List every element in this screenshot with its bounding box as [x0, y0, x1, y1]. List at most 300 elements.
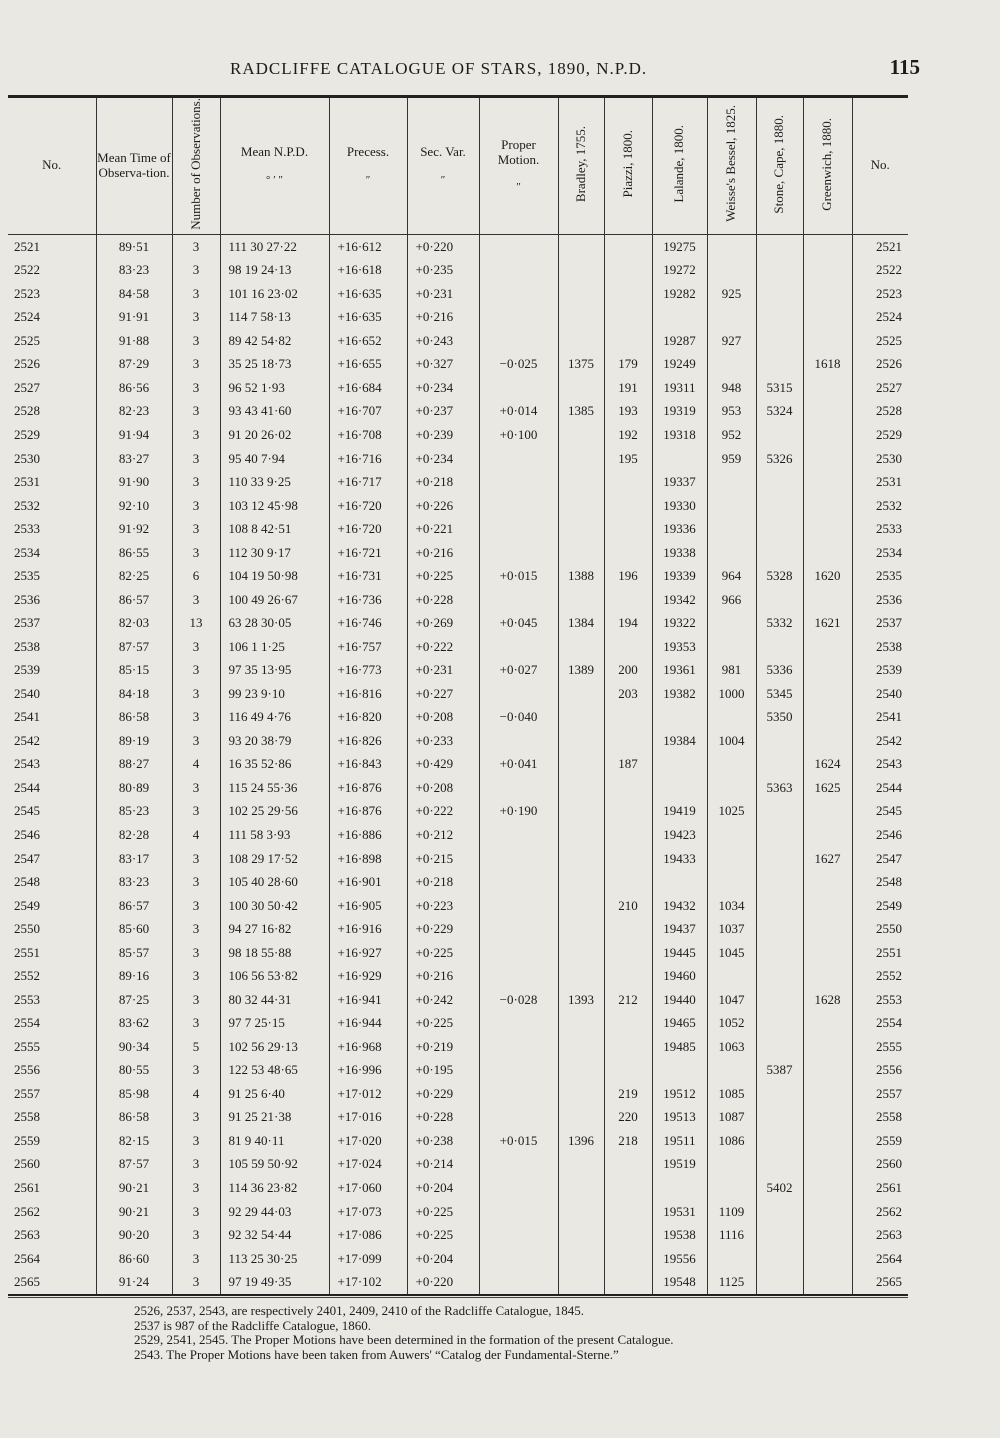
page-title: RADCLIFFE CATALOGUE OF STARS, 1890, N.P.D.: [230, 59, 648, 78]
cell-no: 2533: [14, 521, 40, 537]
cell-precess: +16·721: [329, 541, 407, 565]
star-catalogue-table: [8, 95, 908, 1296]
cell-sec-var: +0·212: [407, 823, 479, 847]
cell-bradley: 1384: [558, 611, 604, 635]
cell-npd: 122 53 48·65: [220, 1058, 329, 1082]
cell-npd: 81 9 40·11: [220, 1129, 329, 1153]
cell-no: 2557: [14, 1085, 40, 1101]
cell-lalande: 19556: [652, 1247, 707, 1271]
cell-npd: 105 59 50·92: [220, 1152, 329, 1176]
cell-lalande: [652, 776, 707, 800]
cell-sec-var: +0·228: [407, 1105, 479, 1129]
cell-sec-var: +0·208: [407, 776, 479, 800]
cell-no: 2541: [14, 709, 40, 725]
cell-no: 2524: [14, 309, 40, 325]
cell-piazzi: [604, 729, 652, 753]
cell-proper-motion: +0·015: [479, 1129, 558, 1153]
table-row: [8, 1176, 908, 1200]
cell-stone: [756, 1035, 803, 1059]
cell-stone: [756, 329, 803, 353]
cell-npd: 102 25 29·56: [220, 800, 329, 824]
cell-npd: 97 19 49·35: [220, 1270, 329, 1295]
cell-no-right: 2564: [852, 1247, 908, 1271]
footnote: 2543. The Proper Motions have been taken from Auwers' “Catalog der Fundamental-Sterne.”: [134, 1346, 619, 1362]
cell-stone: 5336: [756, 658, 803, 682]
cell-stone: 5402: [756, 1176, 803, 1200]
cell-stone: 5363: [756, 776, 803, 800]
cell-lalande: 19511: [652, 1129, 707, 1153]
cell-proper-motion: [479, 823, 558, 847]
table-row: [8, 588, 908, 612]
cell-no-right: 2523: [852, 282, 908, 306]
cell-mean-time: 86·60: [96, 1247, 172, 1271]
cell-no: 2542: [14, 732, 40, 748]
cell-num-obs: 3: [172, 658, 220, 682]
cell-greenwich: [803, 1223, 852, 1247]
table-row: [8, 305, 908, 329]
cell-npd: 99 23 9·10: [220, 682, 329, 706]
cell-num-obs: 3: [172, 1223, 220, 1247]
cell-piazzi: [604, 234, 652, 258]
cell-num-obs: 3: [172, 800, 220, 824]
cell-lalande: [652, 1176, 707, 1200]
cell-num-obs: 4: [172, 823, 220, 847]
cell-num-obs: 3: [172, 635, 220, 659]
cell-weisse: [707, 305, 756, 329]
cell-sec-var: +0·216: [407, 964, 479, 988]
cell-precess: +16·929: [329, 964, 407, 988]
cell-weisse: [707, 517, 756, 541]
cell-lalande: 19330: [652, 494, 707, 518]
cell-num-obs: 3: [172, 258, 220, 282]
cell-piazzi: 191: [604, 376, 652, 400]
cell-piazzi: 210: [604, 894, 652, 918]
cell-greenwich: [803, 588, 852, 612]
cell-mean-time: 91·88: [96, 329, 172, 353]
cell-no: 2547: [14, 850, 40, 866]
cell-piazzi: [604, 776, 652, 800]
cell-weisse: 1052: [707, 1011, 756, 1035]
cell-npd: 97 35 13·95: [220, 658, 329, 682]
cell-piazzi: 220: [604, 1105, 652, 1129]
cell-bradley: [558, 917, 604, 941]
cell-sec-var: +0·228: [407, 588, 479, 612]
table-row: [8, 517, 908, 541]
cell-precess: +16·843: [329, 752, 407, 776]
cell-no-right: 2563: [852, 1223, 908, 1247]
cell-precess: +17·060: [329, 1176, 407, 1200]
cell-lalande: [652, 1058, 707, 1082]
cell-no: 2548: [14, 874, 40, 890]
cell-sec-var: +0·221: [407, 517, 479, 541]
cell-no: 2551: [14, 944, 40, 960]
cell-no: 2528: [14, 403, 40, 419]
cell-no-right: 2537: [852, 611, 908, 635]
col-header-piazzi: Piazzi, 1800.: [604, 97, 652, 235]
cell-weisse: 1085: [707, 1082, 756, 1106]
table-row: [8, 752, 908, 776]
cell-no: 2554: [14, 1015, 40, 1031]
cell-weisse: [707, 776, 756, 800]
cell-greenwich: [803, 800, 852, 824]
cell-bradley: 1393: [558, 988, 604, 1012]
cell-weisse: 1125: [707, 1270, 756, 1295]
cell-stone: 5315: [756, 376, 803, 400]
cell-npd: 106 1 1·25: [220, 635, 329, 659]
cell-mean-time: 92·10: [96, 494, 172, 518]
cell-sec-var: +0·218: [407, 470, 479, 494]
cell-num-obs: 3: [172, 682, 220, 706]
cell-weisse: [707, 1058, 756, 1082]
cell-mean-time: 89·19: [96, 729, 172, 753]
cell-sec-var: +0·214: [407, 1152, 479, 1176]
cell-no-right: 2522: [852, 258, 908, 282]
cell-bradley: [558, 776, 604, 800]
table-row: [8, 870, 908, 894]
cell-greenwich: [803, 941, 852, 965]
cell-stone: [756, 423, 803, 447]
cell-lalande: [652, 752, 707, 776]
table-row: [8, 352, 908, 376]
cell-proper-motion: [479, 894, 558, 918]
cell-proper-motion: +0·014: [479, 399, 558, 423]
cell-npd: 80 32 44·31: [220, 988, 329, 1012]
cell-precess: +16·684: [329, 376, 407, 400]
cell-greenwich: 1620: [803, 564, 852, 588]
cell-greenwich: [803, 234, 852, 258]
cell-num-obs: 3: [172, 1058, 220, 1082]
cell-bradley: 1388: [558, 564, 604, 588]
running-head: [40, 55, 920, 85]
cell-mean-time: 82·03: [96, 611, 172, 635]
cell-npd: 106 56 53·82: [220, 964, 329, 988]
cell-num-obs: 3: [172, 282, 220, 306]
cell-no: 2555: [14, 1038, 40, 1054]
cell-no-right: 2535: [852, 564, 908, 588]
table-row: [8, 941, 908, 965]
cell-lalande: 19339: [652, 564, 707, 588]
cell-bradley: [558, 941, 604, 965]
cell-bradley: [558, 894, 604, 918]
cell-piazzi: [604, 588, 652, 612]
cell-npd: 114 7 58·13: [220, 305, 329, 329]
cell-greenwich: [803, 870, 852, 894]
cell-bradley: 1396: [558, 1129, 604, 1153]
cell-greenwich: [803, 258, 852, 282]
cell-num-obs: 3: [172, 729, 220, 753]
cell-sec-var: +0·243: [407, 329, 479, 353]
cell-npd: 113 25 30·25: [220, 1247, 329, 1271]
cell-piazzi: [604, 847, 652, 871]
cell-no-right: 2558: [852, 1105, 908, 1129]
cell-lalande: 19460: [652, 964, 707, 988]
cell-bradley: [558, 752, 604, 776]
cell-bradley: [558, 1011, 604, 1035]
cell-num-obs: 3: [172, 517, 220, 541]
cell-greenwich: [803, 964, 852, 988]
table-row: [8, 823, 908, 847]
cell-bradley: [558, 258, 604, 282]
cell-greenwich: 1621: [803, 611, 852, 635]
cell-npd: 105 40 28·60: [220, 870, 329, 894]
cell-sec-var: +0·242: [407, 988, 479, 1012]
cell-lalande: 19338: [652, 541, 707, 565]
cell-num-obs: 4: [172, 1082, 220, 1106]
cell-bradley: [558, 1223, 604, 1247]
cell-lalande: 19337: [652, 470, 707, 494]
cell-sec-var: +0·234: [407, 376, 479, 400]
cell-weisse: [707, 1176, 756, 1200]
cell-weisse: 1109: [707, 1200, 756, 1224]
cell-mean-time: 91·94: [96, 423, 172, 447]
cell-mean-time: 85·60: [96, 917, 172, 941]
cell-num-obs: 3: [172, 1152, 220, 1176]
cell-num-obs: 3: [172, 494, 220, 518]
table-row: [8, 611, 908, 635]
cell-lalande: [652, 705, 707, 729]
cell-greenwich: [803, 705, 852, 729]
cell-no: 2560: [14, 1156, 40, 1172]
cell-mean-time: 82·23: [96, 399, 172, 423]
cell-proper-motion: [479, 1176, 558, 1200]
cell-no-right: 2531: [852, 470, 908, 494]
cell-mean-time: 91·91: [96, 305, 172, 329]
cell-sec-var: +0·233: [407, 729, 479, 753]
cell-proper-motion: [479, 541, 558, 565]
cell-greenwich: [803, 1035, 852, 1059]
cell-precess: +16·708: [329, 423, 407, 447]
cell-mean-time: 86·58: [96, 705, 172, 729]
cell-no: 2538: [14, 638, 40, 654]
cell-mean-time: 86·57: [96, 894, 172, 918]
cell-sec-var: +0·237: [407, 399, 479, 423]
cell-sec-var: +0·222: [407, 635, 479, 659]
cell-sec-var: +0·229: [407, 1082, 479, 1106]
cell-num-obs: 6: [172, 564, 220, 588]
cell-proper-motion: [479, 847, 558, 871]
cell-no-right: 2539: [852, 658, 908, 682]
cell-lalande: 19382: [652, 682, 707, 706]
cell-no: 2546: [14, 827, 40, 843]
cell-bradley: [558, 541, 604, 565]
cell-piazzi: [604, 1011, 652, 1035]
cell-precess: +16·916: [329, 917, 407, 941]
table-row: [8, 847, 908, 871]
cell-sec-var: +0·225: [407, 1223, 479, 1247]
cell-sec-var: +0·327: [407, 352, 479, 376]
cell-weisse: 959: [707, 447, 756, 471]
cell-npd: 91 20 26·02: [220, 423, 329, 447]
cell-greenwich: 1618: [803, 352, 852, 376]
cell-no: 2535: [14, 568, 40, 584]
table-row: [8, 917, 908, 941]
cell-sec-var: +0·204: [407, 1176, 479, 1200]
col-header-lalande: Lalande, 1800.: [652, 97, 707, 235]
cell-greenwich: 1627: [803, 847, 852, 871]
cell-sec-var: +0·195: [407, 1058, 479, 1082]
table-row: [8, 1223, 908, 1247]
cell-sec-var: +0·231: [407, 658, 479, 682]
table-row: [8, 1058, 908, 1082]
cell-mean-time: 85·98: [96, 1082, 172, 1106]
cell-stone: 5387: [756, 1058, 803, 1082]
cell-mean-time: 89·16: [96, 964, 172, 988]
cell-weisse: [707, 635, 756, 659]
cell-num-obs: 3: [172, 447, 220, 471]
cell-proper-motion: [479, 1247, 558, 1271]
cell-npd: 92 29 44·03: [220, 1200, 329, 1224]
table-row: [8, 423, 908, 447]
cell-no: 2539: [14, 662, 40, 678]
cell-num-obs: 3: [172, 1176, 220, 1200]
cell-npd: 94 27 16·82: [220, 917, 329, 941]
cell-no: 2526: [14, 356, 40, 372]
cell-bradley: [558, 1176, 604, 1200]
cell-num-obs: 3: [172, 305, 220, 329]
cell-no: 2545: [14, 803, 40, 819]
cell-sec-var: +0·216: [407, 541, 479, 565]
cell-piazzi: 219: [604, 1082, 652, 1106]
cell-no: 2556: [14, 1062, 40, 1078]
cell-num-obs: 3: [172, 1129, 220, 1153]
cell-no: 2564: [14, 1250, 40, 1266]
cell-stone: [756, 470, 803, 494]
cell-npd: 97 7 25·15: [220, 1011, 329, 1035]
table-body: [8, 234, 908, 1295]
cell-piazzi: [604, 823, 652, 847]
cell-weisse: 1086: [707, 1129, 756, 1153]
cell-mean-time: 83·17: [96, 847, 172, 871]
cell-weisse: [707, 823, 756, 847]
cell-no: 2521: [14, 238, 40, 254]
cell-stone: [756, 494, 803, 518]
cell-stone: [756, 517, 803, 541]
cell-no-right: 2533: [852, 517, 908, 541]
cell-greenwich: [803, 517, 852, 541]
cell-piazzi: 195: [604, 447, 652, 471]
cell-stone: [756, 1200, 803, 1224]
cell-precess: +16·944: [329, 1011, 407, 1035]
cell-sec-var: +0·225: [407, 1011, 479, 1035]
cell-piazzi: [604, 1247, 652, 1271]
cell-piazzi: 192: [604, 423, 652, 447]
cell-stone: [756, 352, 803, 376]
table-row: [8, 776, 908, 800]
cell-proper-motion: +0·027: [479, 658, 558, 682]
cell-greenwich: [803, 1247, 852, 1271]
cell-weisse: [707, 611, 756, 635]
cell-bradley: [558, 847, 604, 871]
col-header-bradley: Bradley, 1755.: [558, 97, 604, 235]
cell-num-obs: 3: [172, 352, 220, 376]
cell-mean-time: 90·21: [96, 1176, 172, 1200]
cell-weisse: 966: [707, 588, 756, 612]
cell-num-obs: 3: [172, 705, 220, 729]
cell-stone: [756, 964, 803, 988]
cell-greenwich: [803, 1058, 852, 1082]
cell-weisse: [707, 870, 756, 894]
cell-weisse: [707, 1152, 756, 1176]
cell-npd: 110 33 9·25: [220, 470, 329, 494]
cell-num-obs: 3: [172, 847, 220, 871]
cell-no: 2525: [14, 332, 40, 348]
cell-no: 2532: [14, 497, 40, 513]
table-row: [8, 1035, 908, 1059]
cell-num-obs: 5: [172, 1035, 220, 1059]
cell-no-right: 2528: [852, 399, 908, 423]
cell-precess: +17·024: [329, 1152, 407, 1176]
cell-no-right: 2542: [852, 729, 908, 753]
cell-no-right: 2532: [852, 494, 908, 518]
cell-precess: +16·941: [329, 988, 407, 1012]
cell-lalande: 19433: [652, 847, 707, 871]
cell-bradley: [558, 305, 604, 329]
cell-piazzi: [604, 1058, 652, 1082]
cell-sec-var: +0·269: [407, 611, 479, 635]
cell-piazzi: [604, 635, 652, 659]
cell-npd: 92 32 54·44: [220, 1223, 329, 1247]
cell-no: 2558: [14, 1109, 40, 1125]
cell-no: 2553: [14, 991, 40, 1007]
cell-proper-motion: [479, 635, 558, 659]
cell-npd: 63 28 30·05: [220, 611, 329, 635]
cell-lalande: 19322: [652, 611, 707, 635]
cell-proper-motion: [479, 447, 558, 471]
table-row: [8, 705, 908, 729]
cell-greenwich: [803, 282, 852, 306]
cell-mean-time: 84·58: [96, 282, 172, 306]
cell-greenwich: [803, 823, 852, 847]
cell-bradley: [558, 635, 604, 659]
cell-sec-var: +0·225: [407, 564, 479, 588]
col-header-weisse: Weisse's Bessel, 1825.: [707, 97, 756, 235]
cell-weisse: 927: [707, 329, 756, 353]
cell-sec-var: +0·226: [407, 494, 479, 518]
cell-no-right: 2538: [852, 635, 908, 659]
cell-proper-motion: [479, 517, 558, 541]
cell-no: 2522: [14, 262, 40, 278]
cell-no-right: 2541: [852, 705, 908, 729]
cell-stone: [756, 1082, 803, 1106]
cell-lalande: 19513: [652, 1105, 707, 1129]
cell-greenwich: 1625: [803, 776, 852, 800]
cell-precess: +16·927: [329, 941, 407, 965]
cell-npd: 116 49 4·76: [220, 705, 329, 729]
cell-sec-var: +0·204: [407, 1247, 479, 1271]
cell-no-right: 2552: [852, 964, 908, 988]
cell-greenwich: [803, 1270, 852, 1295]
cell-num-obs: 3: [172, 988, 220, 1012]
cell-bradley: [558, 447, 604, 471]
cell-no-right: 2554: [852, 1011, 908, 1035]
table-row: [8, 376, 908, 400]
cell-bradley: [558, 1152, 604, 1176]
cell-precess: +16·720: [329, 494, 407, 518]
cell-proper-motion: +0·045: [479, 611, 558, 635]
footnote: 2526, 2537, 2543, are respectively 2401, 2409, 2410 of the Radcliffe Catalogue, 1845.: [134, 1303, 584, 1318]
cell-no-right: 2540: [852, 682, 908, 706]
cell-precess: +16·876: [329, 800, 407, 824]
cell-sec-var: +0·235: [407, 258, 479, 282]
cell-bradley: [558, 1058, 604, 1082]
cell-npd: 98 18 55·88: [220, 941, 329, 965]
cell-mean-time: 91·92: [96, 517, 172, 541]
cell-precess: +17·099: [329, 1247, 407, 1271]
cell-proper-motion: [479, 1200, 558, 1224]
cell-stone: [756, 541, 803, 565]
cell-no-right: 2565: [852, 1270, 908, 1295]
cell-no-right: 2550: [852, 917, 908, 941]
